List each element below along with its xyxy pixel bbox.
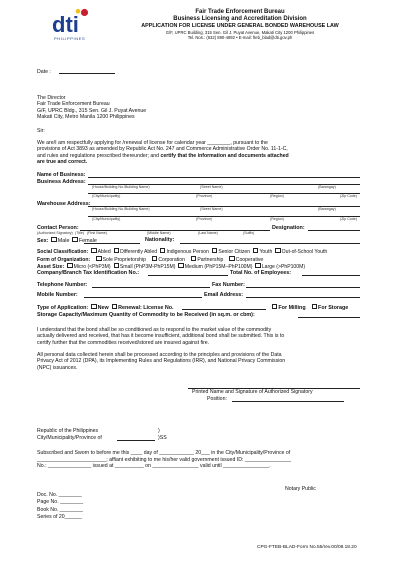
- sex-label: Sex:: [37, 238, 49, 244]
- series: Series of 20______: [37, 513, 82, 520]
- designation-label: Designation:: [272, 225, 305, 231]
- notarial-register: [37, 492, 83, 521]
- social-label: Social Classification:: [37, 249, 89, 255]
- addr-hint: (Street Name): [200, 185, 223, 189]
- org-option-cooperative[interactable]: Cooperative: [229, 256, 263, 263]
- email-label: Email Address:: [204, 292, 244, 298]
- addr-hint: (Zip Code): [340, 194, 357, 198]
- application-row: [37, 304, 174, 311]
- tin-label: Company/Branch Tax Identification No.:: [37, 270, 140, 276]
- venue-city-field[interactable]: [117, 440, 155, 441]
- cp-hint: (Title): [75, 231, 85, 235]
- warehouse-address-label: Warehouse Address:: [37, 201, 91, 207]
- cp-hint: (First Name): [87, 231, 107, 235]
- org-option-corporation[interactable]: Corporation: [152, 256, 185, 263]
- asset-label: Asset Size:: [37, 264, 65, 270]
- social-option-indigenous[interactable]: Indigenous Person: [160, 248, 209, 255]
- social-row: [37, 248, 327, 255]
- business-address-label: Business Address:: [37, 179, 86, 185]
- position-field[interactable]: [232, 401, 344, 402]
- org-option-sole[interactable]: Sole Proprietorship: [96, 256, 146, 263]
- notary-public-label: Notary Public: [285, 486, 316, 492]
- name-of-business-label: Name of Business:: [37, 172, 86, 178]
- addr-hint: (Province): [196, 217, 213, 221]
- addr-hint: (Zip Code): [340, 217, 357, 221]
- mobile-label: Mobile Number:: [37, 292, 78, 298]
- cp-hint: (Last Name): [198, 231, 218, 235]
- email-field[interactable]: [246, 297, 360, 298]
- employees-label: Total No. of Employees:: [230, 270, 291, 276]
- signature-caption: Printed Name and Signature of Authorized Signatory: [192, 389, 313, 395]
- social-option-youth[interactable]: Youth: [253, 248, 272, 255]
- asset-option-medium[interactable]: Medium (PhP15M–PhP100M): [178, 263, 252, 270]
- date-label: Date :: [37, 69, 51, 75]
- contact-person-field[interactable]: [80, 230, 270, 231]
- designation-field[interactable]: [308, 230, 360, 231]
- addr-hint: (City/Municipality): [92, 194, 121, 198]
- purpose-row: [272, 304, 348, 311]
- asset-option-small[interactable]: Small (PhP3M-PhP15M): [114, 263, 176, 270]
- addressee-line: Fair Trade Enforcement Bureau: [37, 101, 110, 108]
- addressee-line: Makati City, Metro Manila 1200 Philippines: [37, 114, 135, 121]
- addressee-line: G/F, UPRC Bldg., 315 Sen. Gil J. Puyat Avenue: [37, 107, 147, 114]
- female-checkbox[interactable]: [72, 237, 77, 242]
- addr-hint: (Barangay): [318, 185, 336, 189]
- storage-option[interactable]: For Storage: [312, 304, 349, 311]
- milling-option[interactable]: For Milling: [272, 304, 306, 311]
- asset-row: [37, 263, 305, 270]
- dti-logo: [50, 8, 90, 44]
- book-no: Book No. ________: [37, 506, 83, 513]
- letterhead: [95, 9, 385, 40]
- name-of-business-field[interactable]: [88, 177, 360, 178]
- office-address: G/F, UPRC Building, 315 Sen. Gil J. Puyat Avenue, Makati City 1200 Philippines: [165, 29, 315, 35]
- venue-ss: )SS: [158, 435, 167, 441]
- venue-paren: ): [158, 428, 160, 434]
- telephone-label: Telephone Number:: [37, 282, 88, 288]
- addr-hint: (House/Building No./Building Name): [92, 185, 150, 189]
- salutation: Sir:: [37, 128, 45, 134]
- organization-label: Form of Organization:: [37, 257, 91, 263]
- nationality-label: Nationality:: [145, 237, 175, 243]
- addressee: [37, 95, 146, 121]
- social-option-differently-abled[interactable]: Differently Abled: [114, 248, 157, 255]
- form-title: APPLICATION FOR LICENSE UNDER GENERAL BONDED WAREHOUSE LAW: [141, 23, 339, 29]
- addr-hint: (Region): [270, 194, 284, 198]
- application-label: Type of Application:: [37, 305, 89, 311]
- social-option-senior[interactable]: Senior Citizen: [212, 248, 250, 255]
- page-no: Page No. ________: [37, 499, 84, 506]
- addr-hint: (Region): [270, 217, 284, 221]
- logo-text: dti: [52, 12, 79, 37]
- intro-line: We are/I am respectfully applying for /renewal of license for calendar year ________, pursuant to the: [37, 140, 268, 146]
- male-option[interactable]: Male: [51, 237, 69, 244]
- employees-field[interactable]: [302, 275, 360, 276]
- bond-paragraph: I understand that the bond shall be so conditioned as to respond to the market value of the commodity actually delivered and received, that has it become insufficient, additional bond shall be submitted. This is to certify further that the commodities received/stored are insured against fire.: [37, 327, 285, 346]
- intro-line: are true and correct.: [37, 158, 88, 165]
- telephone-field[interactable]: [92, 287, 210, 288]
- warehouse-address-field-2[interactable]: [88, 216, 360, 217]
- privacy-paragraph: All personal data collected herein shall be processed according to the principles and provisions of the Data Privacy Act of 2012 (DPA), its Implementing Rules and Regulations (IRR), and National Privacy Commission (NPC) issuances.: [37, 352, 286, 371]
- asset-option-micro[interactable]: Micro (<PhP3M): [67, 263, 110, 270]
- mobile-field[interactable]: [84, 297, 202, 298]
- org-option-partnership[interactable]: Partnership: [191, 256, 223, 263]
- social-option-abled[interactable]: Abled: [91, 248, 110, 255]
- asset-option-large[interactable]: Large (>PhP100M): [255, 263, 305, 270]
- cp-hint: (Authorized Signatory): [37, 231, 73, 235]
- business-address-field-2[interactable]: [88, 193, 360, 194]
- addr-hint: (Province): [196, 194, 213, 198]
- fax-field[interactable]: [246, 287, 360, 288]
- form-code: CPG-FTEB-BLAD-Form No.55/rev.00/08.18.20: [257, 545, 357, 550]
- venue-city: City/Municipality/Province of: [37, 435, 102, 441]
- application-renewal-option[interactable]: Renewal: License No.: [112, 304, 174, 311]
- female-option[interactable]: Female: [72, 237, 96, 244]
- organization-row: [37, 256, 263, 263]
- sex-field[interactable]: [84, 243, 140, 244]
- license-no-field[interactable]: [182, 309, 266, 310]
- contact-person-label: Contact Person:: [37, 225, 79, 231]
- agency-name: Fair Trade Enforcement Bureau: [195, 9, 285, 15]
- doc-no: Doc. No. ________: [37, 492, 82, 498]
- tin-field[interactable]: [148, 275, 228, 276]
- application-new-option[interactable]: New: [91, 304, 108, 311]
- storage-capacity-label: Storage Capacity/Maximum Quantity of Commodity to be Received (in sq.m. or cbm):: [37, 312, 255, 318]
- storage-capacity-field[interactable]: [298, 317, 360, 318]
- addr-hint: (Street Name): [200, 207, 223, 211]
- date-field[interactable]: [59, 73, 115, 74]
- position-label: Position:: [207, 396, 227, 402]
- logo-subtext: PHILIPPINES: [54, 36, 86, 41]
- addr-hint: (City/Municipality): [92, 217, 121, 221]
- intro-line: and rules and regulations prescribed thereunder; and certify that the information and documents attached: [37, 152, 289, 159]
- division-name: Business Licensing and Accreditation Division: [173, 16, 307, 22]
- sworn-paragraph: Subscribed and Sworn to before me this ____ day of ____________ 20___ in the City/Municipality/Province of ________________________; affiant exhibiting to me his/her valid government issued ID: ________________ No.: _______________ issued at __________ on ________________ valid until ________________.: [37, 450, 291, 470]
- fax-label: Fax Number:: [212, 282, 245, 288]
- intro-paragraph: [37, 140, 289, 165]
- venue-republic: Republic of the Philippines: [37, 428, 99, 434]
- addr-hint: (House/Building No./Building Name): [92, 207, 150, 211]
- cp-hint: (Suffix): [243, 231, 255, 235]
- social-option-osy[interactable]: Out-of-School Youth: [275, 248, 327, 255]
- addressee-line: The Director: [37, 95, 66, 101]
- nationality-field[interactable]: [180, 243, 360, 244]
- male-checkbox[interactable]: [51, 237, 56, 242]
- cp-hint: (Middle Name): [147, 231, 171, 235]
- intro-line: provisions of Act 3893 as amended by Republic Act No. 247 and Commerce Administrative Order No. 11-1-C,: [37, 146, 288, 153]
- dti-logo-icon: [50, 8, 90, 44]
- addr-hint: (Barangay): [318, 207, 336, 211]
- office-contact: Tel. Nos.: (632) 890-4892 • E-mail: fteb_blad@dti.gov.ph: [187, 35, 293, 40]
